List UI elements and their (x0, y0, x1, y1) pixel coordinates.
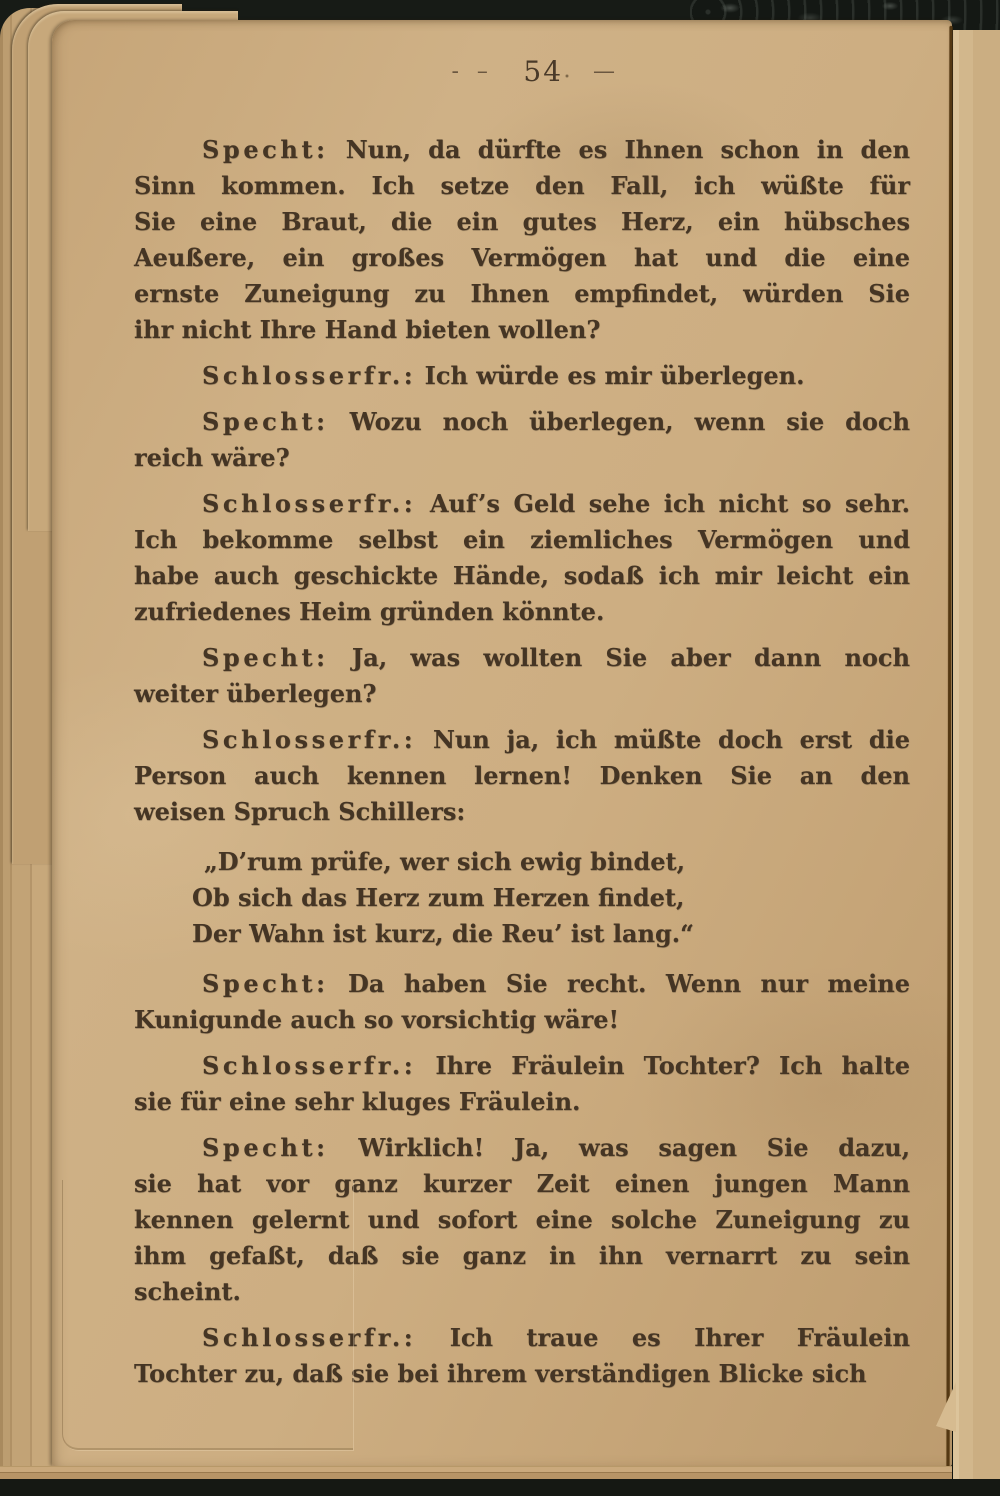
header-right-dash: — (593, 58, 621, 84)
text-line: Ich bekomme selbst ein ziemliches Vermögen und (134, 525, 910, 554)
speaker-name: Specht: (202, 969, 329, 998)
text-line: sie hat vor ganz kurzer Zeit einen jungen Mann (134, 1169, 910, 1198)
dialogue-paragraph (134, 1048, 910, 1120)
text-line: Sinn kommen. Ich setze den Fall, ich wüßte für (134, 171, 910, 200)
text-line: reich wäre? (134, 443, 290, 472)
speaker-name: Schlosserfr.: (202, 489, 417, 518)
speaker-name: Schlosserfr.: (202, 1051, 417, 1080)
text-line: Specht: Wirklich! Ja, was sagen Sie dazu, (202, 1133, 910, 1162)
text-line: Der Wahn ist kurz, die Reu’ ist lang.“ (192, 919, 694, 948)
speaker-name: Specht: (202, 643, 329, 672)
speaker-name: Schlosserfr.: (202, 361, 417, 390)
text-line: zufriedenes Heim gründen könnte. (134, 597, 605, 626)
text-line: scheint. (134, 1277, 241, 1306)
text-line: Specht: Da haben Sie recht. Wenn nur meine (202, 969, 910, 998)
text-line: Schlosserfr.: Ich würde es mir überlegen. (202, 361, 805, 390)
dialogue-paragraph (134, 722, 910, 830)
speaker-name: Specht: (202, 1133, 329, 1162)
dialogue-paragraph (134, 966, 910, 1038)
text-line: kennen gelernt und sofort eine solche Zuneigung zu (134, 1205, 910, 1234)
text-line: habe auch geschickte Hände, sodaß ich mir leicht ein (134, 561, 910, 590)
page-header (148, 56, 924, 86)
text-line: „D’rum prüfe, wer sich ewig bindet, (204, 847, 685, 876)
dialogue-paragraph (134, 358, 910, 394)
verse-block (192, 844, 910, 952)
dialogue-paragraph (134, 132, 910, 348)
text-line: ihm gefaßt, daß sie ganz in ihn vernarrt zu sein (134, 1241, 910, 1270)
text-line: Schlosserfr.: Auf’s Geld sehe ich nicht so sehr. (202, 489, 910, 518)
dialogue-paragraph (134, 640, 910, 712)
text-line: sie für eine sehr kluges Fräulein. (134, 1087, 581, 1116)
book-page (52, 20, 952, 1466)
text-line: Schlosserfr.: Ihre Fräulein Tochter? Ich halte (202, 1051, 910, 1080)
underlying-page-edge (953, 30, 1000, 1482)
text-line: Specht: Ja, was wollten Sie aber dann noch (202, 643, 910, 672)
text-line: Schlosserfr.: Nun ja, ich müßte doch erst die (202, 725, 910, 754)
page-number: 54 (523, 54, 564, 88)
speaker-name: Schlosserfr.: (202, 725, 417, 754)
text-line: Specht: Nun, da dürfte es Ihnen schon in den (202, 135, 910, 164)
text-line: Kunigunde auch so vorsichtig wäre! (134, 1005, 620, 1034)
speaker-name: Specht: (202, 135, 329, 164)
text-line: Person auch kennen lernen! Denken Sie an den (134, 761, 910, 790)
text-line: Tochter zu, daß sie bei ihrem verständigen Blicke sich (134, 1359, 867, 1388)
text-line: ihr nicht Ihre Hand bieten wollen? (134, 315, 601, 344)
text-line: Specht: Wozu noch überlegen, wenn sie doch (202, 407, 910, 436)
header-left-dashes: - – (451, 58, 494, 84)
dialogue-paragraph (134, 404, 910, 476)
speaker-name: Schlosserfr.: (202, 1323, 417, 1352)
text-line: Aeußere, ein großes Vermögen hat und die eine (134, 243, 910, 272)
text-line: Sie eine Braut, die ein gutes Herz, ein hübsches (134, 207, 910, 236)
text-line: weiter überlegen? (134, 679, 377, 708)
speaker-name: Specht: (202, 407, 329, 436)
paper-crease (62, 1180, 353, 1450)
bottom-page-edges (0, 1466, 952, 1479)
text-line: Schlosserfr.: Ich traue es Ihrer Fräulein (202, 1323, 910, 1352)
text-line: Ob sich das Herz zum Herzen findet, (192, 883, 685, 912)
bottom-cover-strip (0, 1479, 1000, 1496)
text-line: ernste Zuneigung zu Ihnen empfindet, würden Sie (134, 279, 910, 308)
text-line: weisen Spruch Schillers: (134, 797, 466, 826)
dialogue-paragraph (134, 486, 910, 630)
